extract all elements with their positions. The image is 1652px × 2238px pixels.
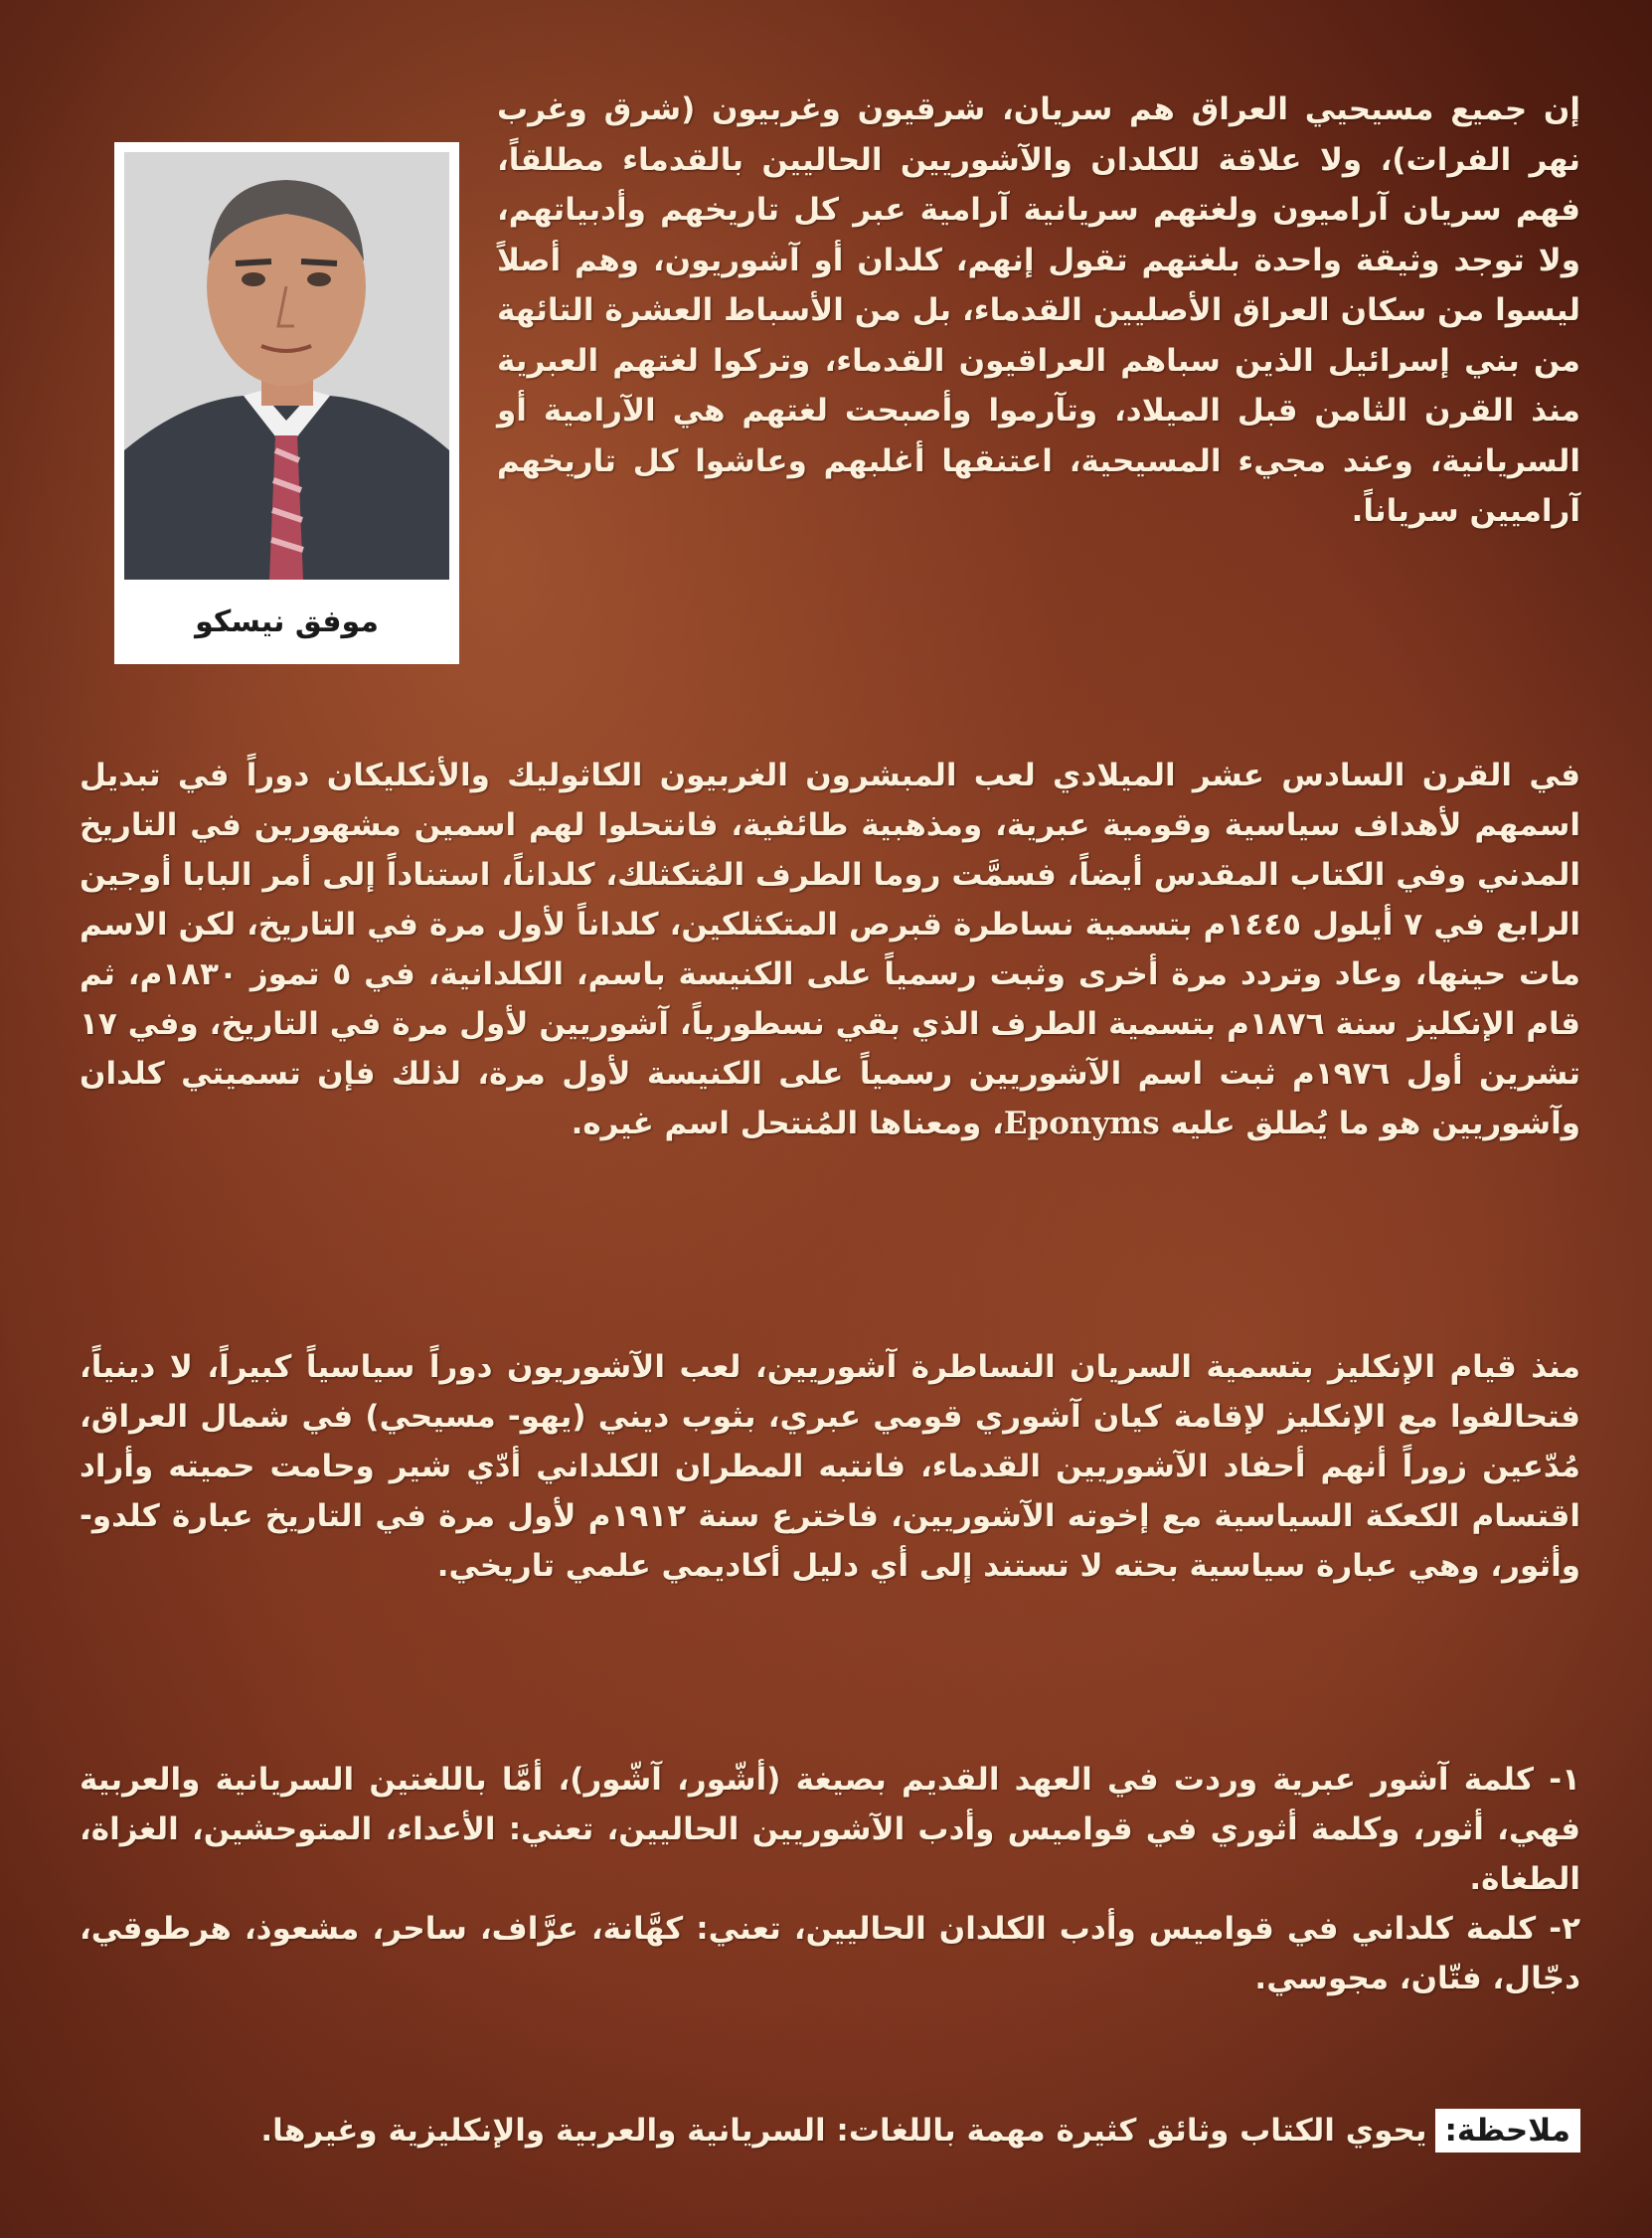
- footnotes: [80, 1755, 1580, 2003]
- footnote-1: ١- كلمة آشور عبرية وردت في العهد القديم بصيغة (أشّور، آشّور)، أمَّا باللغتين السريانية والعربية فهي، أثور، وكلمة أثوري في قواميس وأدب الآشوريين الحاليين، تعني: الأعداء، المتوحشين، الغزاة، الطغاة.: [80, 1762, 1580, 1897]
- politics-paragraph: منذ قيام الإنكليز بتسمية السريان النساطرة آشوريين، لعب الآشوريون دوراً سياسياً كبيراً، لا دينياً، فتحالفوا مع الإنكليز لإقامة كيان آشوري قومي عبري، بثوب ديني (يهو- مسيحي) في شمال العراق، مُدّعين زوراً أنهم أحفاد الآشوريين القدماء، فانتبه المطران الكلداني أدّي شير وحامت حميته وأراد اقتسام الكعكة السياسية مع إخوته الآشوريين، فاخترع سنة ١٩١٢م لأول مرة في التاريخ عبارة كلدو- وأثور، وهي عبارة سياسية بحته لا تستند إلى أي دليل أكاديمي علمي تاريخي.: [80, 1349, 1580, 1584]
- history-paragraph: [80, 751, 1580, 1148]
- intro-paragraph: إن جميع مسيحيي العراق هم سريان، شرقيون وغربيون (شرق وغرب نهر الفرات)، ولا علاقة للكلدان والآشوريين الحاليين بالقدماء مطلقاً، فهم سريان آراميون ولغتهم سريانية آرامية عبر كل تاريخهم وأدبياتهم، ولا توجد وثيقة واحدة بلغتهم تقول إنهم، كلدان أو آشوريون، وهم أصلاً ليسوا من سكان العراق الأصليين القدماء، بل من الأسباط العشرة التائهة من بني إسرائيل الذين سباهم العراقيون القدماء، وتركوا لغتهم العبرية منذ القرن الثامن قبل الميلاد، وتآرموا وأصبحت لغتهم هي الآرامية أو السريانية، وعند مجيء المسيحية، اعتنقها أغلبهم وعاشوا كل تاريخهم آراميين سرياناً.: [497, 91, 1580, 529]
- note: [260, 2113, 1580, 2149]
- history-paragraph-text: في القرن السادس عشر الميلادي لعب المبشرون الغربيون الكاثوليك والأنكليكان دوراً في تبديل اسمهم لأهداف سياسية وقومية عبرية، ومذهبية طائفية، فانتحلوا لهم اسمين مشهورين في التاريخ المدني وفي الكتاب المقدس أيضاً، فسمَّت روما الطرف المُتكثلك، كلداناً، استناداً إلى أمر البابا أوجين الرابع في ٧ أيلول ١٤٤٥م بتسمية نساطرة قبرص المتكثلكين، كلداناً لأول مرة في التاريخ، لكن الاسم مات حينها، وعاد وتردد مرة أخرى وثبت رسمياً على الكنيسة باسم، الكلدانية، في ٥ تموز ١٨٣٠م، ثم قام الإنكليز سنة ١٨٧٦م بتسمية الطرف الذي بقي نسطورياً، آشوريين لأول مرة في التاريخ، وفي ١٧ تشرين أول ١٩٧٦م ثبت اسم الآشوريين رسمياً على الكنيسة لأول مرة، لذلك فإن تسميتي كلدان وآشوريين هو ما يُطلق عليه: [80, 758, 1580, 1141]
- note-label: ملاحظة:: [1435, 2109, 1580, 2152]
- author-portrait-drawing: [124, 152, 449, 580]
- footnote-2: ٢- كلمة كلداني في قواميس وأدب الكلدان الحاليين، تعني: كهَّانة، عرَّاف، ساحر، مشعوذ، هرطوقي، دجّال، فتّان، مجوسي.: [80, 1911, 1580, 1996]
- author-photo: [124, 152, 449, 580]
- author-name: موفق نيسكو: [195, 604, 379, 639]
- note-text: يحوي الكتاب وثائق كثيرة مهمة باللغات: السريانية والعربية والإنكليزية وغيرها.: [260, 2113, 1427, 2149]
- author-photo-frame: [114, 142, 459, 664]
- eponyms-term: Eponyms: [1003, 1106, 1160, 1141]
- history-paragraph-end: ، ومعناها المُنتحل اسم غيره.: [571, 1106, 1004, 1141]
